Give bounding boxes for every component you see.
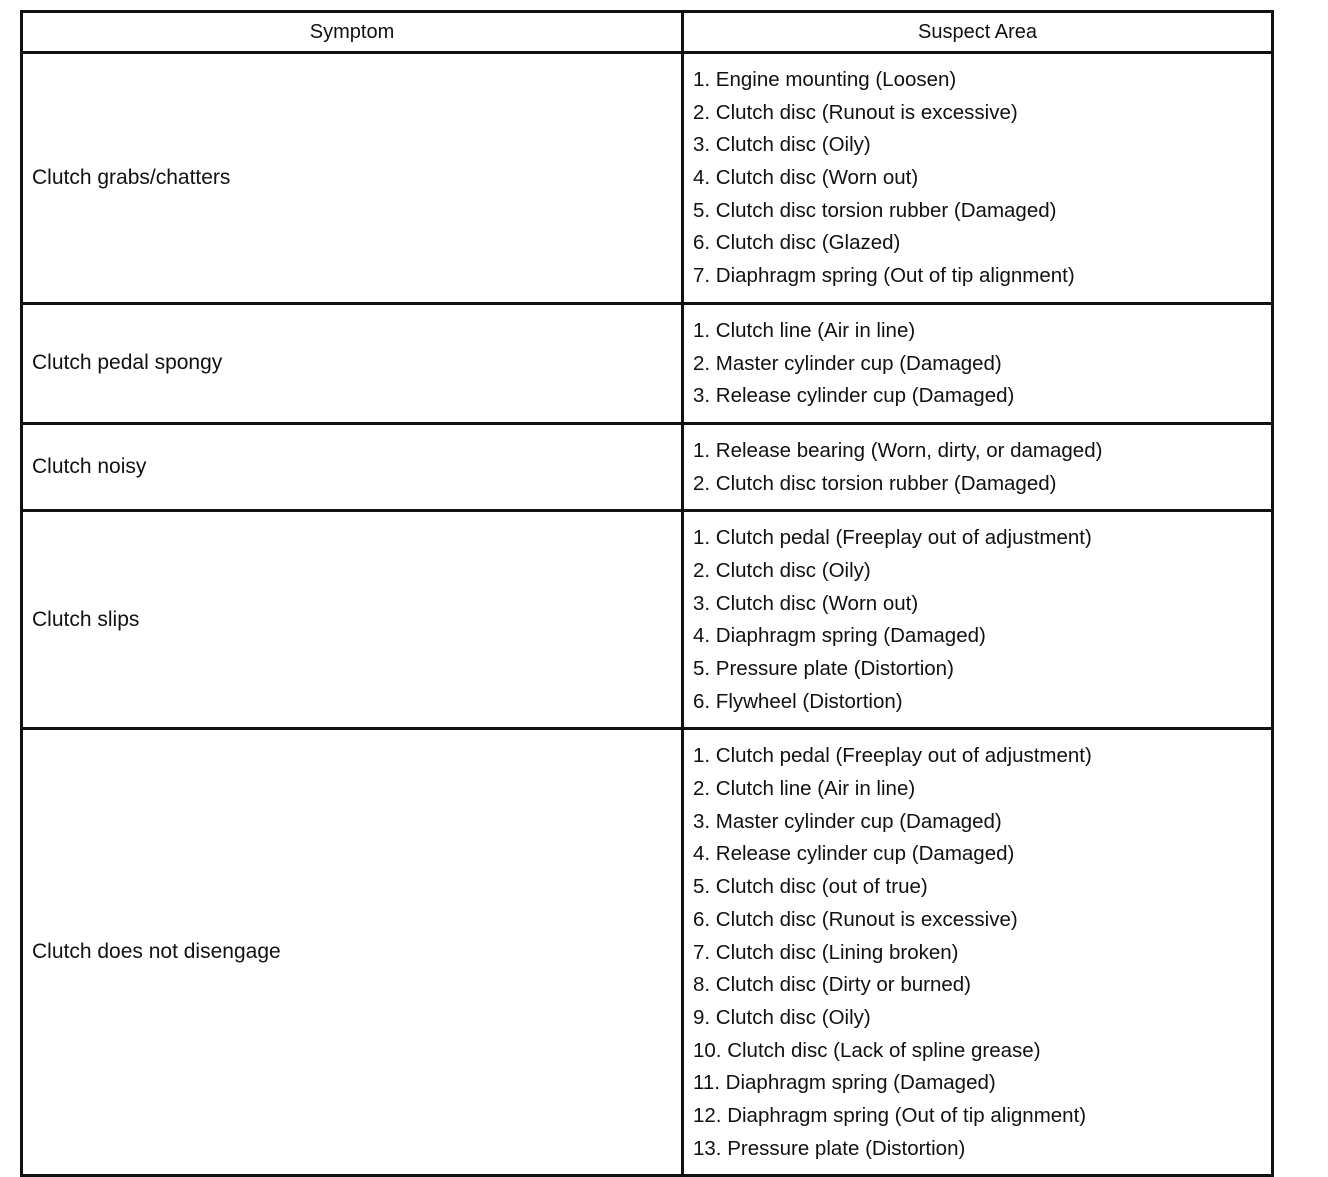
symptom-cell: Clutch does not disengage bbox=[22, 729, 683, 1176]
suspect-area-item: 4. Diaphragm spring (Damaged) bbox=[693, 624, 986, 648]
suspect-area-item: 1. Clutch pedal (Freeplay out of adjustment) bbox=[693, 744, 1092, 768]
suspect-area-cell bbox=[683, 303, 1273, 423]
suspect-area-item: 2. Master cylinder cup (Damaged) bbox=[693, 351, 1002, 375]
table-body bbox=[22, 53, 1273, 1176]
symptom-table bbox=[20, 10, 1274, 1177]
suspect-area-item: 12. Diaphragm spring (Out of tip alignment) bbox=[693, 1103, 1087, 1127]
suspect-area-item: 2. Clutch disc (Runout is excessive) bbox=[693, 100, 1018, 124]
suspect-area-item: 1. Release bearing (Worn, dirty, or damaged) bbox=[693, 438, 1103, 462]
suspect-area-item: 3. Release cylinder cup (Damaged) bbox=[693, 384, 1015, 408]
table-row bbox=[22, 303, 1273, 423]
suspect-area-cell bbox=[683, 423, 1273, 510]
suspect-area-item: 3. Clutch disc (Oily) bbox=[693, 133, 871, 157]
suspect-area-item: 6. Clutch disc (Runout is excessive) bbox=[693, 907, 1018, 931]
table-row bbox=[22, 511, 1273, 729]
suspect-area-list bbox=[693, 730, 1271, 1174]
suspect-area-item: 5. Clutch disc torsion rubber (Damaged) bbox=[693, 198, 1057, 222]
suspect-area-item: 2. Clutch disc (Oily) bbox=[693, 558, 871, 582]
suspect-area-list bbox=[693, 425, 1271, 509]
suspect-area-item: 11. Diaphragm spring (Damaged) bbox=[693, 1071, 996, 1095]
suspect-area-item: 1. Engine mounting (Loosen) bbox=[693, 68, 957, 91]
suspect-area-cell bbox=[683, 729, 1273, 1176]
suspect-area-item: 10. Clutch disc (Lack of spline grease) bbox=[693, 1038, 1041, 1062]
table-header-row bbox=[22, 12, 1273, 53]
suspect-area-item: 2. Clutch line (Air in line) bbox=[693, 777, 916, 801]
suspect-area-list bbox=[693, 305, 1271, 422]
symptom-cell: Clutch pedal spongy bbox=[22, 303, 683, 423]
suspect-area-item: 3. Master cylinder cup (Damaged) bbox=[693, 809, 1002, 833]
suspect-area-item: 6. Flywheel (Distortion) bbox=[693, 689, 903, 713]
suspect-area-column-header: Suspect Area bbox=[683, 12, 1273, 53]
table-row bbox=[22, 53, 1273, 304]
suspect-area-item: 5. Clutch disc (out of true) bbox=[693, 875, 928, 899]
suspect-area-item: 3. Clutch disc (Worn out) bbox=[693, 591, 919, 615]
suspect-area-list bbox=[693, 54, 1271, 302]
suspect-area-item: 2. Clutch disc torsion rubber (Damaged) bbox=[693, 471, 1057, 495]
symptom-cell: Clutch slips bbox=[22, 511, 683, 729]
suspect-area-list bbox=[693, 512, 1271, 727]
symptom-cell: Clutch noisy bbox=[22, 423, 683, 510]
suspect-area-item: 6. Clutch disc (Glazed) bbox=[693, 231, 901, 255]
suspect-area-cell bbox=[683, 53, 1273, 304]
suspect-area-item: 4. Release cylinder cup (Damaged) bbox=[693, 842, 1015, 866]
table-row bbox=[22, 423, 1273, 510]
table-row bbox=[22, 729, 1273, 1176]
suspect-area-item: 13. Pressure plate (Distortion) bbox=[693, 1136, 966, 1160]
symptom-cell: Clutch grabs/chatters bbox=[22, 53, 683, 304]
suspect-area-item: 5. Pressure plate (Distortion) bbox=[693, 657, 954, 680]
symptom-column-header: Symptom bbox=[22, 12, 683, 53]
suspect-area-item: 9. Clutch disc (Oily) bbox=[693, 1005, 871, 1029]
suspect-area-item: 1. Clutch pedal (Freeplay out of adjustment) bbox=[693, 526, 1092, 550]
suspect-area-cell bbox=[683, 511, 1273, 729]
suspect-area-item: 7. Clutch disc (Lining broken) bbox=[693, 940, 959, 964]
suspect-area-item: 7. Diaphragm spring (Out of tip alignment) bbox=[693, 264, 1075, 288]
suspect-area-item: 8. Clutch disc (Dirty or burned) bbox=[693, 973, 971, 997]
suspect-area-item: 1. Clutch line (Air in line) bbox=[693, 318, 916, 342]
suspect-area-item: 4. Clutch disc (Worn out) bbox=[693, 166, 919, 190]
